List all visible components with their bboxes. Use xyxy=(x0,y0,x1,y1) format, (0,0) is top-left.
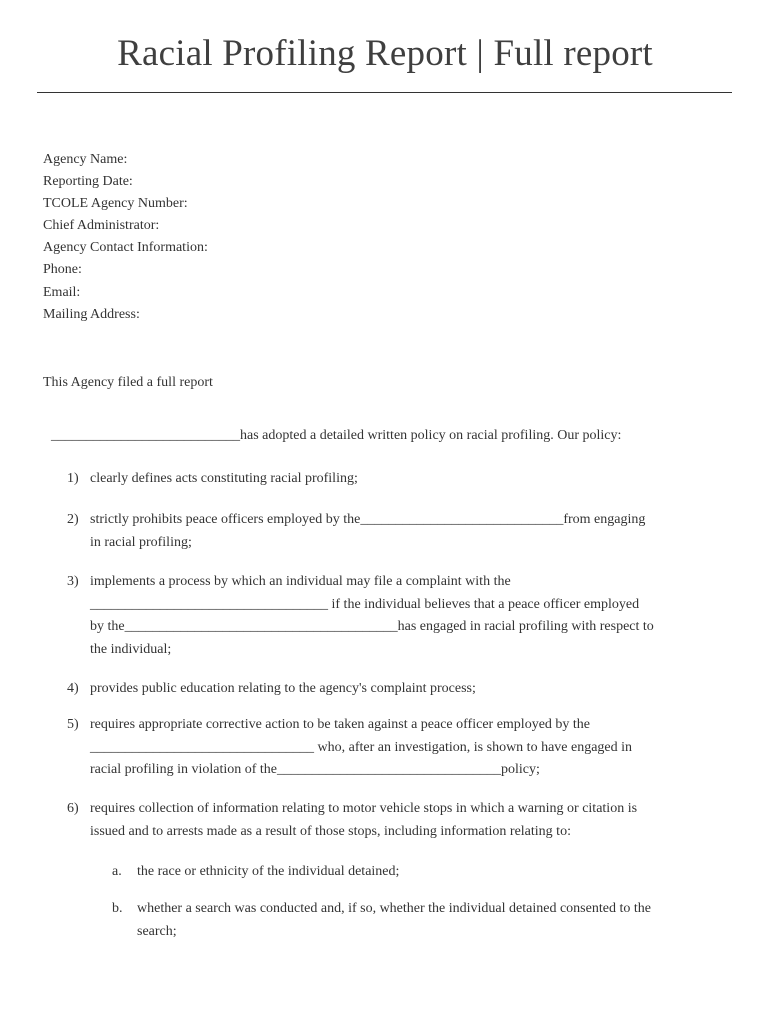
item-number: 4) xyxy=(67,681,79,696)
field-tcole-number: TCOLE Agency Number: xyxy=(43,196,188,212)
fill-blank: ________________________________ xyxy=(90,739,314,755)
fill-blank: __________________________________ xyxy=(90,596,328,612)
item-text: policy; xyxy=(501,762,540,777)
item-text: strictly prohibits peace officers employed by the xyxy=(90,512,361,527)
item-text: from engaging xyxy=(563,512,646,527)
item-text: clearly defines acts constituting racial profiling; xyxy=(90,471,358,486)
field-email: Email: xyxy=(43,284,81,300)
item-text: by the xyxy=(90,619,125,634)
subitem-text: whether a search was conducted and, if so, whether the individual detained consented to the xyxy=(137,901,651,916)
field-reporting-date: Reporting Date: xyxy=(43,174,133,190)
item-text: the individual; xyxy=(90,641,172,657)
item-line xyxy=(90,737,710,760)
item-text: in racial profiling; xyxy=(90,534,192,550)
item-text: provides public education relating to the agency's complaint process; xyxy=(90,681,476,696)
policy-intro xyxy=(51,428,621,444)
item-number: 2) xyxy=(67,512,79,527)
fill-blank: _____________________________ xyxy=(360,512,564,527)
field-mailing-address: Mailing Address: xyxy=(43,306,140,322)
item-number: 5) xyxy=(67,717,79,732)
item-text: requires appropriate corrective action to be taken against a peace officer employed by the xyxy=(90,717,591,732)
item-line xyxy=(90,594,710,617)
item-line xyxy=(90,759,710,782)
item-text: requires collection of information relating to motor vehicle stops in which a warning or citation is xyxy=(90,801,638,816)
subitem-text: search; xyxy=(137,923,177,939)
subitem-letter: b. xyxy=(112,901,123,916)
subitem-text: the race or ethnicity of the individual detained; xyxy=(137,864,400,879)
item-line xyxy=(90,616,710,639)
field-contact-info: Agency Contact Information: xyxy=(43,240,208,256)
item-number: 3) xyxy=(67,574,79,589)
item-text: issued and to arrests made as a result of those stops, including information relating to: xyxy=(90,823,571,839)
item-line xyxy=(90,509,710,532)
agency-blank: ___________________________ xyxy=(51,428,240,443)
item-number: 1) xyxy=(67,471,79,486)
fill-blank: ________________________________ xyxy=(277,762,502,777)
policy-intro-text: has adopted a detailed written policy on racial profiling. Our policy: xyxy=(240,428,622,443)
item-text: has engaged in racial profiling with respect to xyxy=(397,619,654,634)
field-agency-name: Agency Name: xyxy=(43,152,128,167)
field-chief-administrator: Chief Administrator: xyxy=(43,218,160,234)
item-text: racial profiling in violation of the xyxy=(90,762,278,777)
item-text: implements a process by which an individual may file a complaint with the xyxy=(90,574,511,589)
page-title: Racial Profiling Report | Full report xyxy=(117,33,653,74)
field-phone: Phone: xyxy=(43,262,82,278)
item-text: who, after an investigation, is shown to have engaged in xyxy=(314,739,633,755)
fill-blank: _______________________________________ xyxy=(124,619,398,634)
item-number: 6) xyxy=(67,801,79,816)
title-divider xyxy=(37,92,732,93)
subitem-letter: a. xyxy=(112,864,122,879)
item-text: if the individual believes that a peace officer employed xyxy=(328,596,640,612)
agency-fields xyxy=(43,149,208,326)
filed-statement: This Agency filed a full report xyxy=(43,375,213,390)
